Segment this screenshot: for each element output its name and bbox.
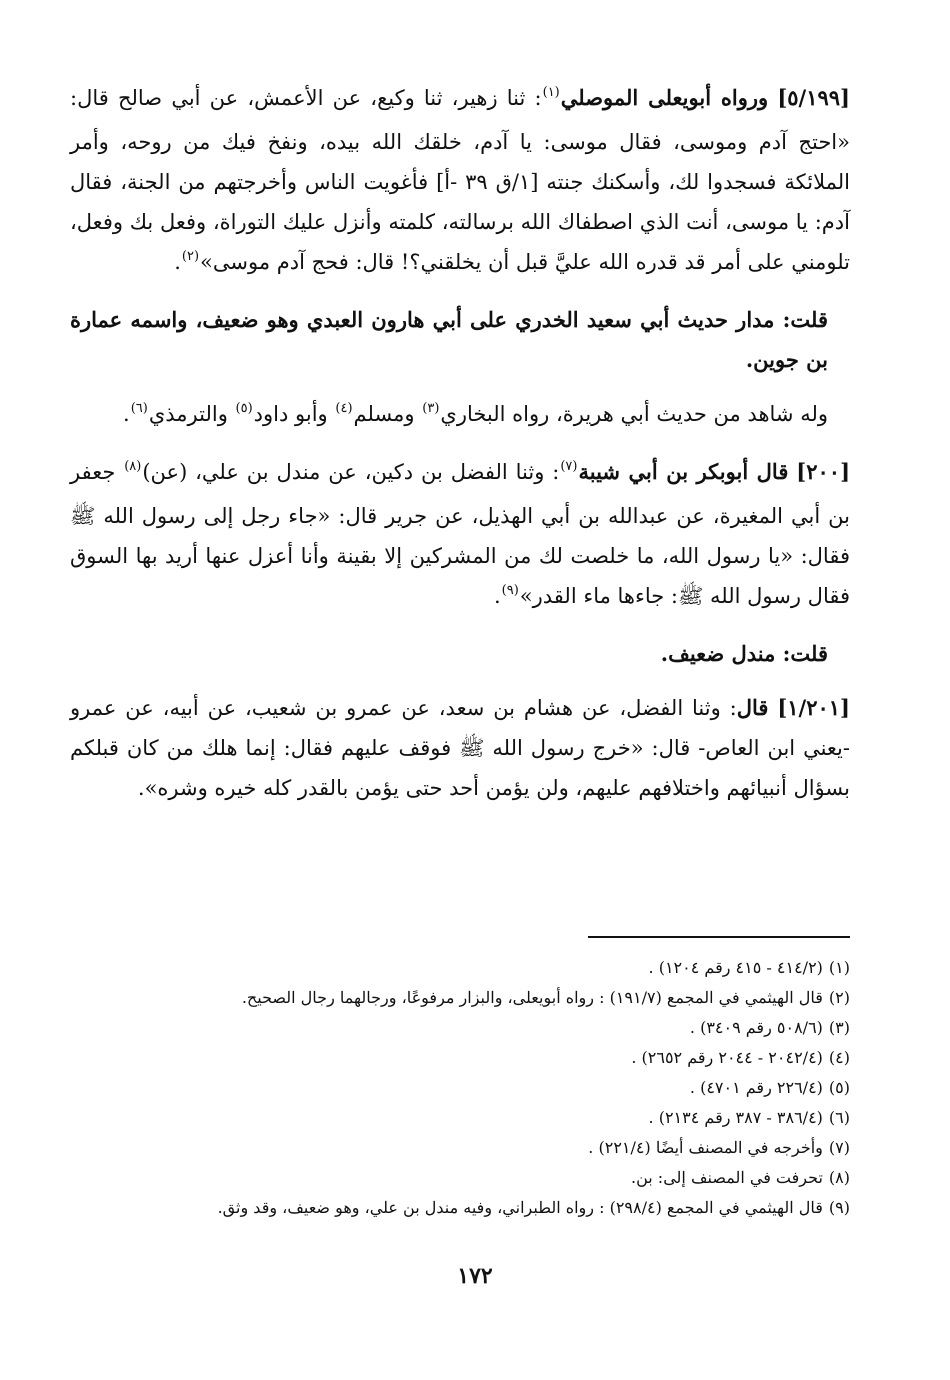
main-text [70,78,850,822]
hadith-reference: [٥/١٩٩] [777,85,850,110]
hadith-reference: [٢٠٠] [796,459,850,484]
paragraph-hadith-201 [70,688,850,808]
footnote-marker: (٦) [130,401,148,416]
hadith-text: : وثنا الفضل بن دكين، عن مندل بن علي، (عن) [142,460,560,484]
footnote-number: (٢) [828,988,850,1007]
footnote-text: (٢٢٦/٤ رقم ٤٧٠١) . [689,1078,823,1097]
paragraph-hadith-199 [70,78,850,286]
footnote-text: قال الهيثمي في المجمع (٢٩٨/٤) : رواه الطبراني، وفيه مندل بن علي، وهو ضعيف، وقد وثق. [217,1198,823,1217]
footnote-number: (٣) [828,1018,850,1037]
footnote-item [80,983,850,1013]
footnote-item [80,953,850,983]
footnote-marker: (٥) [235,401,253,416]
hadith-text: : وثنا الفضل، عن هشام بن سعد، عن عمرو بن شعيب، عن أبيه، عن عمرو -يعني ابن العاص- قال: «خرج رسول الله ﷺ فوقف عليهم فقال: إنما هلك من كان قبلكم بسؤال أنبيائهم واختلافهم عليهم، ولن يؤمن أحد حتى يؤمن بالقدر كله خيره وشره». [70,696,850,800]
footnote-text: وأخرجه في المصنف أيضًا (٢٢١/٤) . [588,1138,823,1157]
witness-text: والترمذي [148,402,235,426]
footnote-item [80,1133,850,1163]
footnote-text: تحرفت في المصنف إلى: بن. [631,1168,823,1187]
footnote-marker: (٤) [335,401,353,416]
footnote-text: (٢٠٤٢/٤ - ٢٠٤٤ رقم ٢٦٥٢) . [631,1048,823,1067]
footnote-number: (٥) [828,1078,850,1097]
hadith-text: جعفر بن أبي المغيرة، عن عبدالله بن أبي الهذيل، عن جرير قال: «جاء رجل إلى رسول الله ﷺ فقال: «يا رسول الله، ما خلصت لك من المشركين إلا بقينة وأنا أعزل عنها أريد بها السوق فقال رسول الله ﷺ: جاءها ماء القدر» [70,460,850,608]
witness-text: وله شاهد من حديث أبي هريرة، رواه البخاري [440,402,828,426]
footnote-item [80,1193,850,1223]
narrator-lead: قال [736,695,769,720]
comment-text: قلت: مندل ضعيف. [660,641,828,666]
footnote-marker: (١) [542,85,560,100]
footnotes-list [80,953,850,1223]
footnote-number: (١) [828,958,850,977]
footnote-divider [588,936,850,938]
footnote-item [80,1043,850,1073]
narrator-lead: قال أبوبكر بن أبي شيبة [578,459,789,484]
footnote-item [80,1013,850,1043]
footnote-marker: (٧) [560,459,578,474]
footnote-item [80,1073,850,1103]
paragraph-witness [70,394,850,438]
footnote-text: (٥٠٨/٦ رقم ٣٤٠٩) . [689,1018,823,1037]
paragraph-comment-1 [70,300,850,380]
footnote-marker: (٣) [422,401,440,416]
footnote-item [80,1163,850,1193]
hadith-text: : ثنا زهير، ثنا وكيع، عن الأعمش، عن أبي صالح قال: «احتج آدم وموسى، فقال موسى: يا آدم، خلقك الله بيده، ونفخ فيك من روحه، وأمر الملائكة فسجدوا لك، وأسكنك جنته [١/ق ٣٩ -أ] فأغويت الناس وأخرجتهم من الجنة، فقال آدم: يا موسى، أنت الذي اصطفاك الله برسالته، كلمته وأنزل عليك التوراة، وفعل بك وفعل، تلومني على أمر قد قدره الله عليَّ قبل أن يخلقني؟! قال: فحج آدم موسى» [70,86,850,274]
narrator-lead: ورواه أبويعلى الموصلي [560,85,769,110]
footnote-number: (٦) [828,1108,850,1127]
witness-text: ومسلم [353,402,422,426]
footnote-marker: (٢) [181,249,200,264]
hadith-reference: [١/٢٠١] [777,695,850,720]
page-number: ١٧٢ [457,1263,493,1289]
footnote-text: قال الهيثمي في المجمع (١٩١/٧) : رواه أبويعلى، والبزار مرفوعًا، ورجالهما رجال الصحيح. [241,988,823,1007]
footnote-number: (٧) [828,1138,850,1157]
punctuation: . [174,250,181,274]
punctuation: . [493,584,501,608]
footnote-text: (٤١٤/٢ - ٤١٥ رقم ١٢٠٤) . [648,958,823,977]
footnote-item [80,1103,850,1133]
footnote-number: (٤) [828,1048,850,1067]
punctuation: . [123,402,130,426]
paragraph-comment-2 [70,634,850,674]
footnote-number: (٩) [828,1198,850,1217]
footnote-marker: (٨) [124,459,142,474]
footnote-number: (٨) [828,1168,850,1187]
footnote-text: (٣٨٦/٤ - ٣٨٧ رقم ٢١٣٤) . [648,1108,823,1127]
paragraph-hadith-200 [70,452,850,620]
witness-text: وأبو داود [253,402,335,426]
comment-text: قلت: مدار حديث أبي سعيد الخدري على أبي هارون العبدي وهو ضعيف، واسمه عمارة بن جوين. [70,307,828,372]
footnote-marker: (٩) [501,583,519,598]
